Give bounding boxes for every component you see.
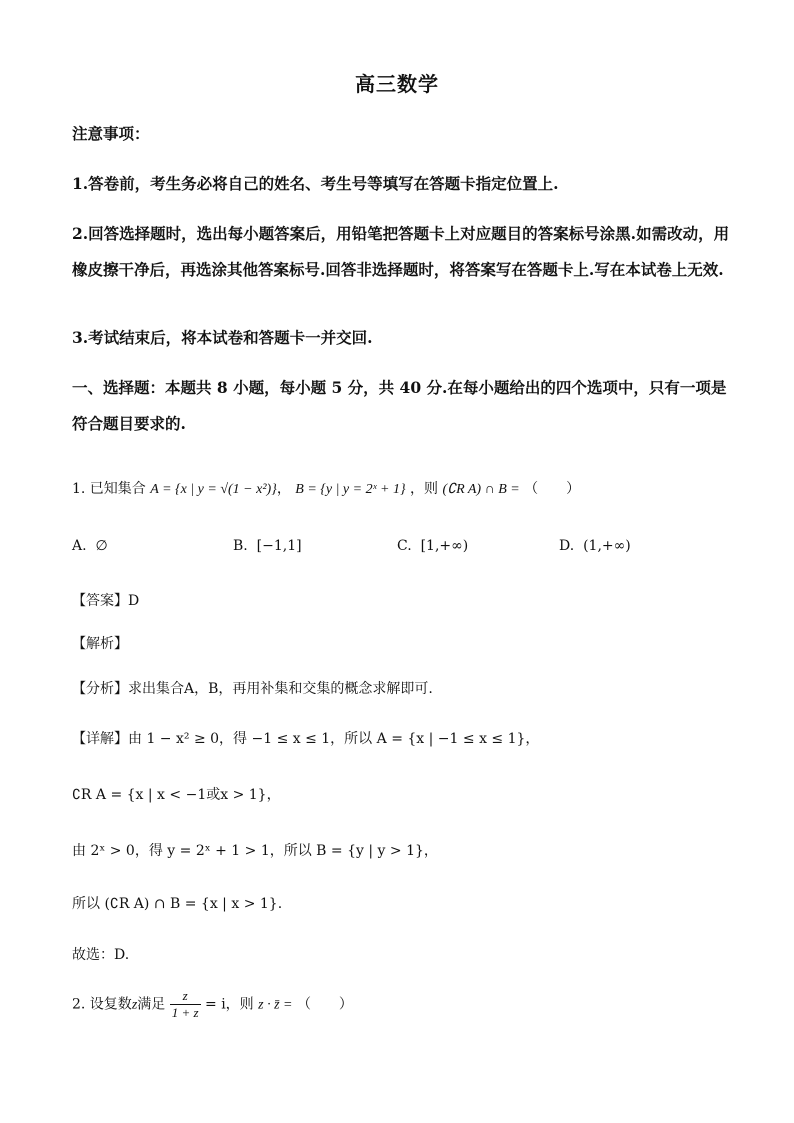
q1-analysis-heading: 【解析】 xyxy=(72,636,128,652)
notice-item-3: 3.考试结束后，将本试卷和答题卡一并交回. xyxy=(72,328,373,347)
q1-choose: 故选：D. xyxy=(72,947,130,963)
page-title: 高三数学 xyxy=(355,72,439,96)
option-value: [−1,1] xyxy=(256,538,302,554)
q1-mid: ，则 xyxy=(410,481,439,497)
q2-eq: = i，则 xyxy=(205,996,254,1013)
q2-prefix: 2. 设复数 xyxy=(72,996,132,1013)
option-value: ∅ xyxy=(95,538,108,554)
section-heading: 一、选择题：本题共 8 小题，每小题 5 分，共 40 分.在每小题给出的四个选项中，只有一项是符合题目要求的. xyxy=(72,378,727,433)
q1-detail-2: ∁R A = {x | x < −1或x > 1}， xyxy=(72,787,281,803)
q1-detail-3: 由 2ˣ > 0，得 y = 2ˣ + 1 > 1，所以 B = {y | y > 1}， xyxy=(72,843,438,859)
q1-option-c xyxy=(397,538,468,554)
option-value: [1,+∞) xyxy=(420,538,469,554)
q2-frac-den: 1 + z xyxy=(171,1005,199,1020)
notice-item-1: 1.答卷前，考生务必将自己的姓名、考生号等填写在答题卡指定位置上. xyxy=(72,174,559,193)
q1-paren: （ ） xyxy=(524,481,581,497)
q1-fenxi: 【分析】求出集合A，B，再用补集和交集的概念求解即可. xyxy=(72,681,433,697)
q2-var: z xyxy=(131,997,138,1013)
q1-set-b: B = {y | y = 2ˣ + 1} xyxy=(295,482,406,497)
q2-fraction xyxy=(170,988,201,1021)
q1-option-b xyxy=(233,538,302,554)
q1-answer: 【答案】D xyxy=(72,593,140,609)
q1-option-d xyxy=(559,538,631,554)
q1-expr: (∁R A) ∩ B = xyxy=(442,482,520,497)
q2-paren: （ ） xyxy=(296,996,353,1013)
q1-stem: 1. 已知集合 A = {x | y = √(1 − x²)}， B = {y | y = 2ˣ + 1} ，则 (∁R A) ∩ B = （ ） xyxy=(72,481,581,497)
notice-heading: 注意事项： xyxy=(72,124,150,143)
q1-set-a: A = {x | y = √(1 − x²)} xyxy=(150,482,277,497)
notice-item-2: 2.回答选择题时，选出每小题答案后，用铅笔把答题卡上对应题目的答案标号涂黑.如需改动，用橡皮擦干净后，再选涂其他答案标号.回答非选择题时，将答案写在答题卡上.写在本试卷上无效. xyxy=(72,224,730,279)
q1-detail-4: 所以 (∁R A) ∩ B = {x | x > 1}. xyxy=(72,896,283,912)
q1-prefix: 1. 已知集合 xyxy=(72,481,146,497)
option-value: (1,+∞) xyxy=(583,538,631,554)
option-label: C. xyxy=(397,538,412,554)
option-label: D. xyxy=(559,538,575,554)
q2-stem xyxy=(72,988,353,1021)
q1-detail-1: 【详解】由 1 − x² ≥ 0，得 −1 ≤ x ≤ 1，所以 A = {x | −1 ≤ x ≤ 1}， xyxy=(72,731,540,747)
q2-expr: z · z̄ = xyxy=(258,997,293,1013)
q2-mid: 满足 xyxy=(137,996,166,1013)
option-label: A. xyxy=(72,538,87,554)
option-label: B. xyxy=(233,538,248,554)
q1-option-a xyxy=(72,538,108,554)
q2-frac-num: z xyxy=(170,988,201,1005)
